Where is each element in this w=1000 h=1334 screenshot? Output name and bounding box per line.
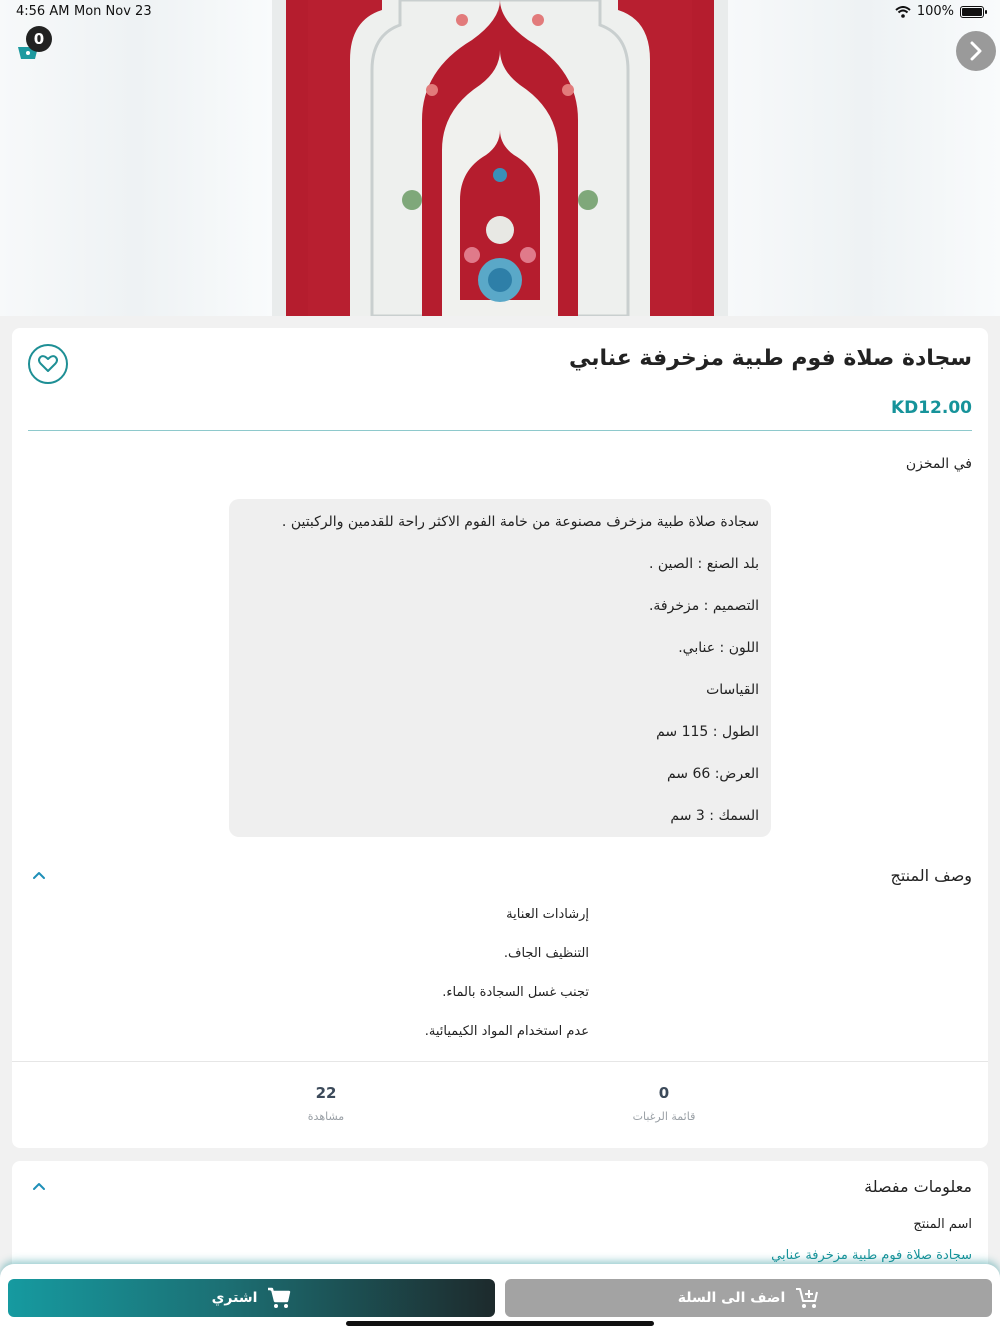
cart-icon <box>267 1287 291 1309</box>
section-title: وصف المنتج <box>890 866 972 885</box>
views-stat <box>246 1084 406 1123</box>
product-name-label: اسم المنتج <box>913 1217 972 1232</box>
care-line: تجنب غسل السجادة بالماء. <box>442 985 589 1000</box>
heart-icon <box>38 355 58 373</box>
divider <box>28 430 972 431</box>
status-bar <box>0 0 1000 24</box>
views-count: 22 <box>315 1084 337 1102</box>
battery-percent: 100% <box>916 4 954 19</box>
description-section-header[interactable] <box>28 866 972 890</box>
cart-count-badge: 0 <box>26 26 52 52</box>
battery-icon <box>960 6 984 18</box>
stock-status: في المخزن <box>905 456 972 472</box>
product-title: سجادة صلاة فوم طبية مزخرفة عنابي <box>568 346 972 371</box>
product-price: KD12.00 <box>890 398 972 418</box>
prayer-rug-image <box>272 0 728 316</box>
wishlist-stat <box>584 1084 744 1123</box>
care-line: عدم استخدام المواد الكيميائية. <box>424 1024 589 1039</box>
wishlist-count: 0 <box>658 1084 670 1102</box>
description-line: سجادة صلاة طبية مزخرف مصنوعة من خامة الفوم الاكثر راحة للقدمين والركبتين . <box>281 514 759 530</box>
favorite-button[interactable] <box>28 344 68 384</box>
description-line: القياسات <box>706 682 759 698</box>
description-line: التصميم : مزخرفة. <box>648 598 759 614</box>
chevron-up-icon[interactable] <box>32 870 46 880</box>
description-line: اللون : عنابي. <box>678 640 759 656</box>
status-right <box>895 4 984 19</box>
details-section-header[interactable] <box>28 1177 972 1201</box>
wishlist-label: قائمة الرغبات <box>632 1110 696 1123</box>
product-info-card <box>12 328 988 1148</box>
description-box <box>229 499 771 837</box>
home-indicator <box>346 1321 654 1326</box>
chevron-right-icon <box>968 41 984 61</box>
care-line: التنظيف الجاف. <box>503 946 589 961</box>
section-title: معلومات مفصلة <box>864 1177 972 1196</box>
product-image-carousel[interactable] <box>0 0 1000 316</box>
divider <box>12 1061 988 1062</box>
chevron-up-icon[interactable] <box>32 1181 46 1191</box>
add-cart-icon <box>795 1287 819 1309</box>
buy-now-button[interactable] <box>8 1279 495 1317</box>
product-name-value: سجادة صلاة فوم طبية مزخرفة عنابي <box>771 1248 972 1263</box>
description-line: الطول : 115 سم <box>656 724 759 740</box>
cart-button[interactable] <box>16 26 56 62</box>
description-line: العرض: 66 سم <box>666 766 759 782</box>
status-date: Mon Nov 23 <box>74 4 152 19</box>
description-line: السمك : 3 سم <box>670 808 759 824</box>
wifi-icon <box>895 6 911 18</box>
status-time: 4:56 AM <box>16 4 70 19</box>
views-label: مشاهدة <box>307 1110 345 1123</box>
next-image-button[interactable] <box>956 31 996 71</box>
care-line: إرشادات العناية <box>506 907 589 922</box>
buy-now-label: اشتري <box>211 1290 258 1306</box>
care-instructions <box>312 907 589 1063</box>
description-line: بلد الصنع : الصين . <box>649 556 759 572</box>
add-to-cart-button[interactable] <box>505 1279 992 1317</box>
add-to-cart-label: اضف الى السلة <box>677 1290 786 1306</box>
